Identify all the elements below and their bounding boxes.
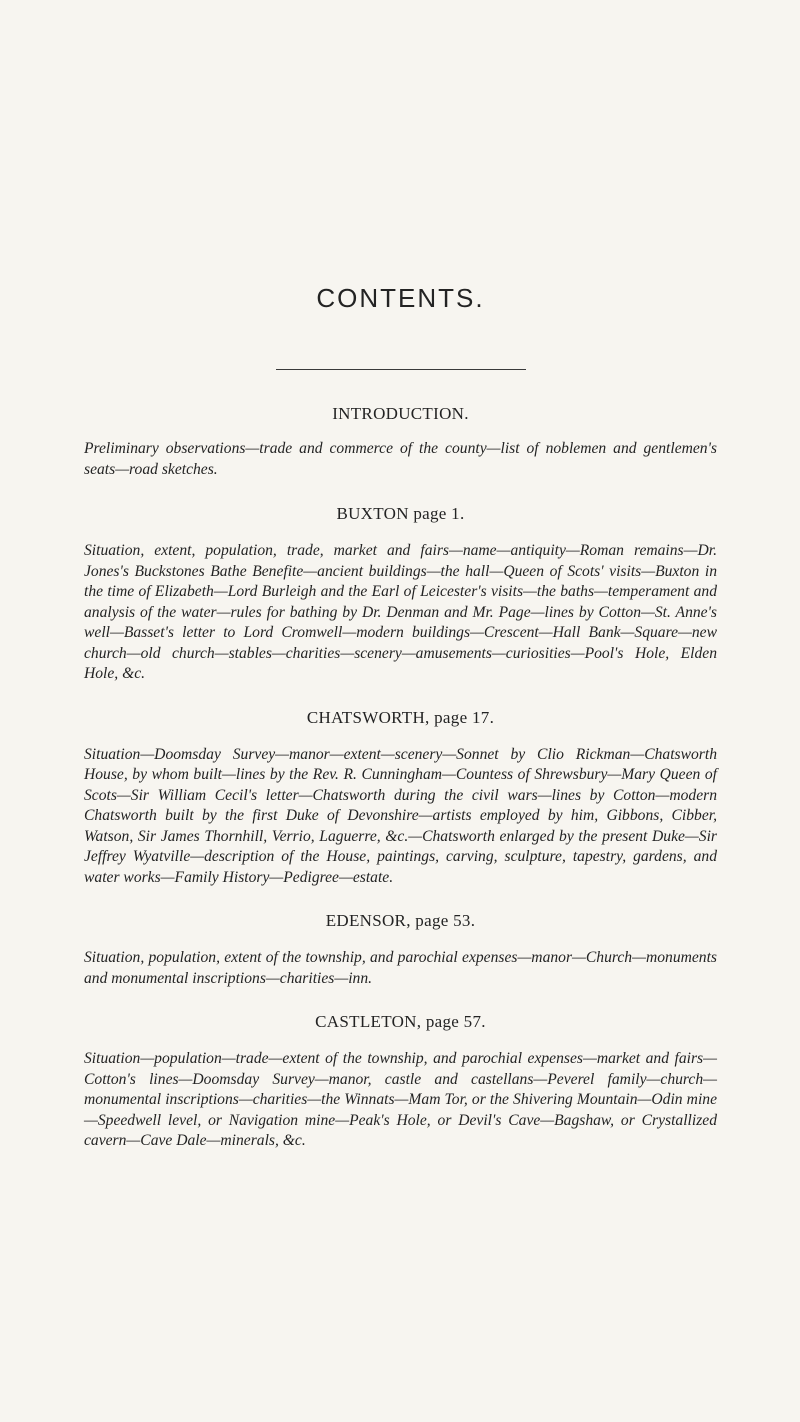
section-heading: INTRODUCTION. <box>332 404 469 423</box>
section-heading: BUXTON page 1. <box>336 504 465 523</box>
section-summary: Situation, extent, population, trade, market and fairs—name—antiquity—Roman remains—Dr. Jones's Buckstones Bathe Benefite—ancient buildings—the hall—Queen of Scots' visits—Buxton in the time of Elizabeth—Lord Burleigh and the Earl of Leicester's visits—the baths—temperament and analysis of the water—rules for bathing by Dr. Denman and Mr. Page—lines by Cotton—St. Anne's well—Basset's letter to Lord Cromwell—modern buildings—Crescent—Hall Bank—Square—new church—old church—stables—charities—scenery—amusements—curiosities—Pool's Hole, Elden Hole, &c. <box>84 542 717 682</box>
page-title: CONTENTS. <box>316 283 485 313</box>
title-divider <box>276 369 526 370</box>
section-heading: CASTLETON, page 57. <box>315 1012 486 1031</box>
section-chatsworth <box>84 707 717 889</box>
section-heading: EDENSOR, page 53. <box>325 911 476 930</box>
section-summary: Preliminary observations—trade and commerce of the county—list of noblemen and gentlemen's seats—road sketches. <box>84 440 717 478</box>
section-summary: Situation—population—trade—extent of the township, and parochial expenses—market and fairs—Cotton's lines—Doomsday Survey—manor, castle and castellans—Peverel family—church—monumental inscriptions—charities—the Winnats—Mam Tor, or the Shivering Mountain—Odin mine—Speedwell level, or Navigation mine—Peak's Hole, or Devil's Cave—Bagshaw, or Crystallized cavern—Cave Dale—minerals, &c. <box>84 1050 717 1149</box>
section-edensor <box>84 910 717 989</box>
section-buxton <box>84 503 717 685</box>
section-summary: Situation, population, extent of the township, and parochial expenses—manor—Church—monuments and monumental inscriptions—charities—inn. <box>84 949 717 987</box>
section-introduction <box>84 403 717 480</box>
section-castleton <box>84 1011 717 1152</box>
section-heading: CHATSWORTH, page 17. <box>306 707 495 727</box>
section-summary: Situation—Doomsday Survey—manor—extent—scenery—Sonnet by Clio Rickman—Chatsworth House, by whom built—lines by the Rev. R. Cunningham—Countess of Shrewsbury—Mary Queen of Scots—Sir William Cecil's letter—Chatsworth during the civil wars—lines by Cotton—modern Chatsworth built by the first Duke of Devonshire—artists employed by him, Gibbons, Cibber, Watson, Sir James Thornhill, Verrio, Laguerre, &c.—Chatsworth enlarged by the present Duke—Sir Jeffrey Wyatville—description of the House, paintings, carving, sculpture, tapestry, gardens, and water works—Family History—Pedigree—estate. <box>84 745 717 886</box>
